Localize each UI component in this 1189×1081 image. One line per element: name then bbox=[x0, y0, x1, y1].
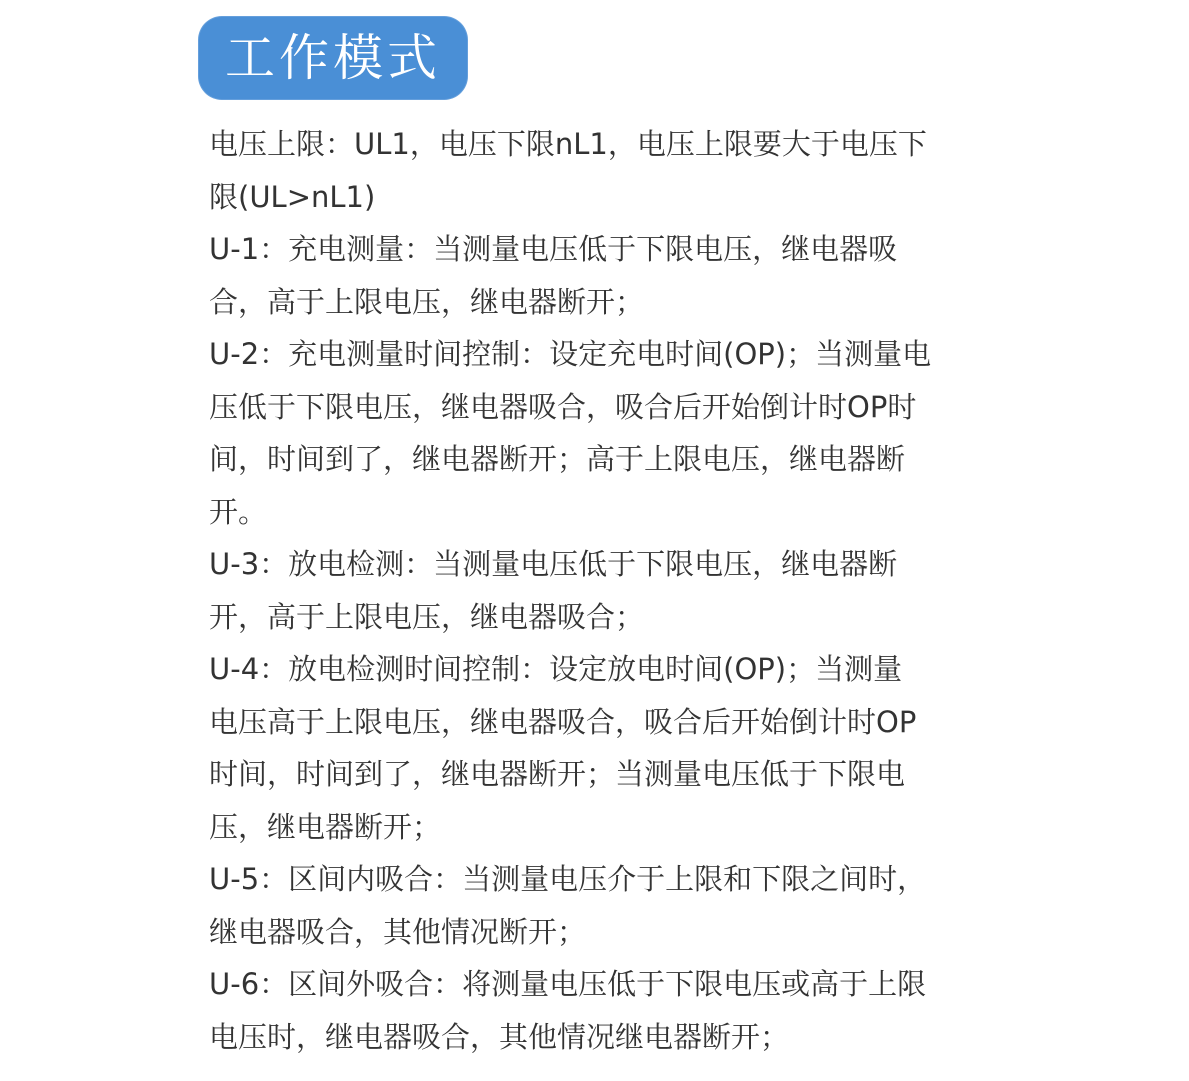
text-line: 时间，时间到了，继电器断开；当测量电压低于下限电 bbox=[209, 757, 906, 791]
text-line: 电压时，继电器吸合，其他情况继电器断开； bbox=[209, 1019, 790, 1054]
text-line: U-4：放电检测时间控制：设定放电时间(OP)；当测量 bbox=[209, 652, 903, 686]
text-line: 合，高于上限电压，继电器断开； bbox=[209, 284, 645, 319]
text-line: 限(UL>nL1) bbox=[209, 179, 376, 214]
mode-description bbox=[209, 118, 1009, 1063]
text-line: 继电器吸合，其他情况断开； bbox=[209, 914, 587, 949]
text-line: 开。 bbox=[209, 494, 268, 529]
text-line: U-2：充电测量时间控制：设定充电时间(OP)；当测量电 bbox=[209, 337, 932, 371]
text-line: 间，时间到了，继电器断开；高于上限电压，继电器断 bbox=[209, 442, 906, 476]
text-line: U-6：区间外吸合：将测量电压低于下限电压或高于上限 bbox=[209, 967, 927, 1001]
section-title: 工作模式 bbox=[225, 29, 441, 87]
text-line: U-3：放电检测：当测量电压低于下限电压，继电器断 bbox=[209, 547, 898, 581]
text-line: U-5：区间内吸合：当测量电压介于上限和下限之间时， bbox=[209, 862, 927, 896]
text-line: 开，高于上限电压，继电器吸合； bbox=[209, 599, 645, 634]
section-title-badge bbox=[198, 16, 468, 100]
text-line: 电压高于上限电压，继电器吸合，吸合后开始倒计时OP bbox=[209, 704, 917, 739]
text-line: U-1：充电测量：当测量电压低于下限电压，继电器吸 bbox=[209, 232, 898, 266]
text-line: 压低于下限电压，继电器吸合，吸合后开始倒计时OP时 bbox=[209, 389, 917, 424]
text-line: 电压上限：UL1，电压下限nL1，电压上限要大于电压下 bbox=[209, 127, 927, 161]
text-line: 压，继电器断开； bbox=[209, 809, 442, 844]
